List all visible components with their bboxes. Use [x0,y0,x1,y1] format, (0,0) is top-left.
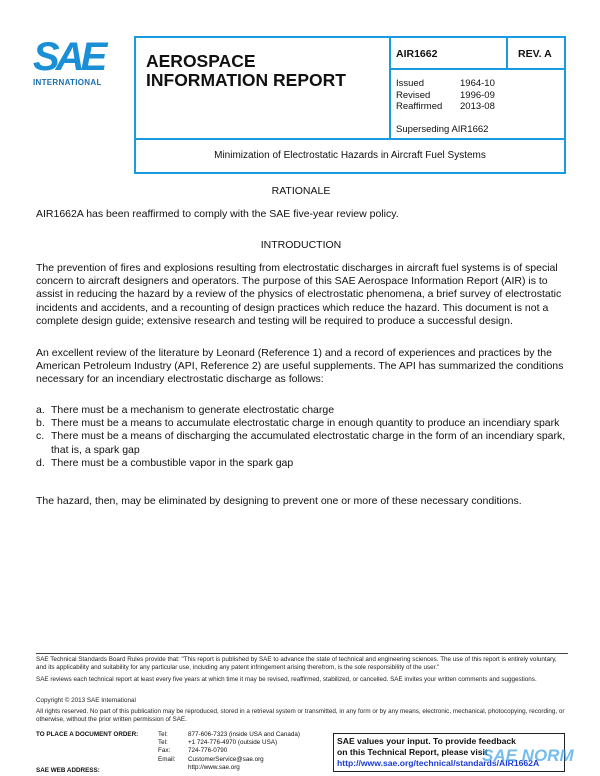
copyright: Copyright © 2013 SAE International [36,697,136,704]
divider [506,36,508,69]
list-item: d. There must be a combustible vapor in the spark gap [36,456,294,469]
footer-disclaimer: SAE Technical Standards Board Rules provide that: "This report is published by SAE to advance the state of technical and engineering sciences. The use of this report is entirely voluntary, and its applicability and suitability for any particular use, including any patent infringement arising therefrom, is the sole responsibility of the user." [36,656,557,672]
introduction-heading: INTRODUCTION [260,239,342,251]
report-type-title: AEROSPACE INFORMATION REPORT [146,51,346,90]
intro-paragraph-3: The hazard, then, may be eliminated by designing to prevent one or more of these necessary conditions. [36,495,522,507]
email-link[interactable]: CustomerService@sae.org [188,755,264,763]
watermark: SAE NORM [482,746,574,765]
sae-logo [33,37,113,87]
intro-paragraph-1: The prevention of fires and explosions resulting from electrostatic discharges in aircraft fuel systems is of special concern to aircraft designers and operators. The purpose of this SAE Aerospace Information Report (AIR) is to assist in reducing the hazard by a review of the physics of electrostatic phenomena, a brief survey of electrostatic incidents and accidents, and a recounting of design practices which reduce the hazard. This document is not a complete design guide; extensive research and testing will be required to produce a successful design. [36,262,562,327]
footer-rule [36,653,568,654]
feedback-link[interactable]: http://www.sae.org/technical/standards/AIR1662A [337,758,540,768]
document-subject: Minimization of Electrostatic Hazards in Aircraft Fuel Systems [214,150,486,161]
document-number: AIR1662 [396,48,438,60]
conditions-list [36,404,566,470]
logo-mark: SAE [33,35,104,79]
web-label: SAE WEB ADDRESS: [36,767,100,774]
logo-subtext: INTERNATIONAL [33,78,102,87]
superseding: Superseding AIR1662 [396,124,489,135]
contact-list: Tel: 877-606-7323 (inside USA and Canada) Tel: +1 724-776-4970 (outside USA) Fax: 724-776-0790 Email: CustomerService@sae.org http://www.sae.org [158,731,301,771]
website-link[interactable]: http://www.sae.org [188,763,240,771]
divider [389,68,566,70]
revision: REV. A [518,48,552,60]
list-item: a. There must be a mechanism to generate electrostatic charge [36,404,335,416]
rationale-text: AIR1662A has been reaffirmed to comply with the SAE five-year review policy. [36,208,399,220]
intro-paragraph-2: An excellent review of the literature by Leonard (Reference 1) and a record of experiences and practices by the American Petroleum Industry (API, Reference 2) are useful supplements. The API has summarized the conditions necessary for an incendiary electrostatic discharge as follows: [36,347,564,386]
rationale-heading: RATIONALE [271,185,331,197]
order-label: TO PLACE A DOCUMENT ORDER: [36,731,139,738]
footer-review: SAE reviews each technical report at least every five years at which time it may be revised, reaffirmed, stabilized, or cancelled. SAE invites your written comments and suggestions. [36,676,537,683]
rights-reserved: All rights reserved. No part of this publication may be reproduced, stored in a retrieval system or transmitted, in any form or by any means, electronic, mechanical, photocopying, recording, or otherwise, without the prior written permission of SAE. [36,708,565,724]
list-item: b. There must be a means to accumulate electrostatic charge in enough quantity to produce an incendiary spark [36,417,560,430]
feedback-box: SAE values your input. To provide feedback on this Technical Report, please visit http://www.sae.org/technical/standards/AIR1662A [333,733,565,772]
date-table: Issued 1964-10 Revised 1996-09 Reaffirmed 2013-08 [396,78,495,112]
list-item: c. There must be a means of discharging the accumulated electrostatic charge in the form of an incendiary spark, that is, a spark gap [36,430,566,456]
divider [134,138,566,140]
divider [389,36,391,140]
